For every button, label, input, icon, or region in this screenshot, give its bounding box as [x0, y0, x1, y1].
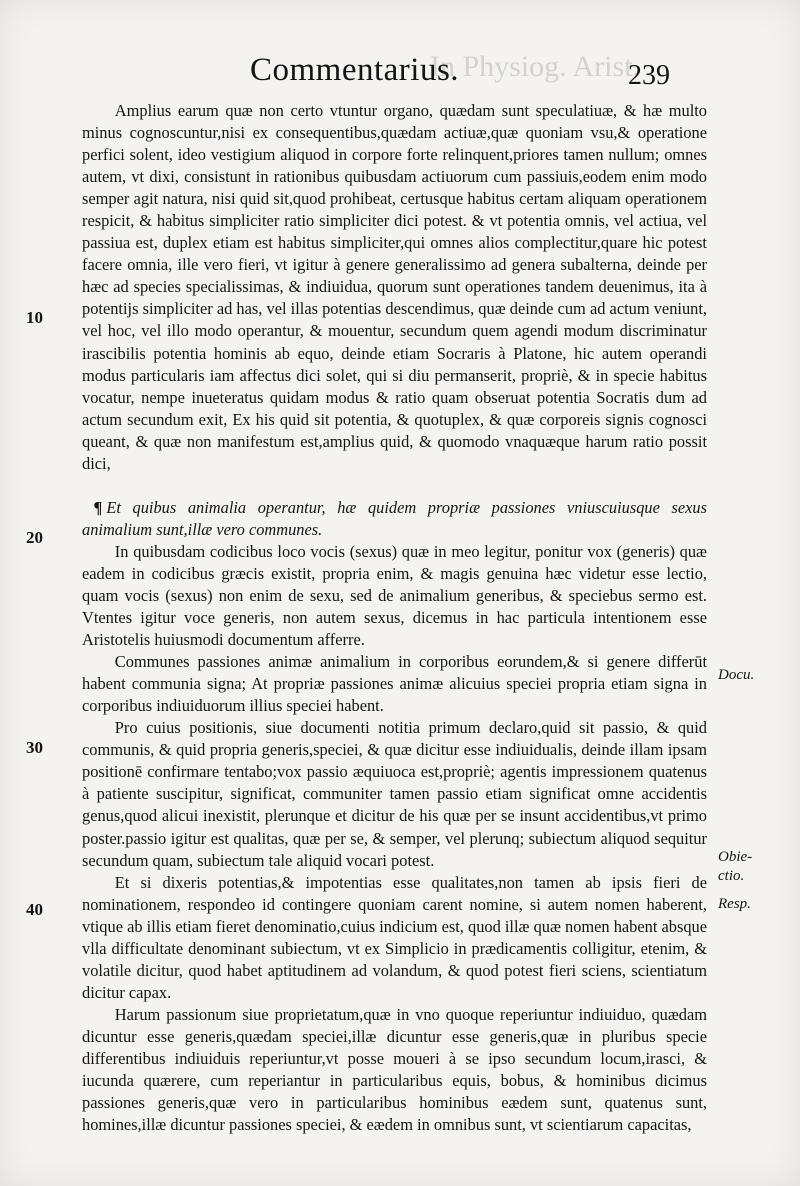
line-number-20: 20 — [26, 528, 43, 547]
page-number: 239 — [628, 60, 670, 91]
paragraph-et-si: Et si dixeris potentias,& impotentias esse qualitates,non tamen ab ipsis fieri de nominationem, respondeo id contingere quoniam carent nomine, si autem nomen haberent, vtique ab illis etiam fieret denominatio,cuius indicium est, quod illæ quæ nomen habent absque vlla difficultate denominant subiectum, vt ex Simplicio in prædicamentis colligitur, etenim, & volatile dicitur, quod habet aptitudinem ad volandum, & quod potest fieri sciens, scientiatum dicitur capax. — [82, 872, 708, 1002]
paragraph-communes: Communes passiones animæ animalium in corporibus eorundem,& si genere differūt habent communia signa; At propriæ passiones animæ alicuius speciei propria etiam signa in corporibus indiuiduorum illius speciei habent. — [82, 652, 707, 716]
bleed-through-text: In Physiog. Arist. — [430, 50, 641, 83]
paragraph-codicibus: In quibusdam codicibus loco vocis (sexus) quæ in meo legitur, ponitur vox (generis) quæ eadem in codicibus græcis existit, propria enim, & magis genuina hæc videtur esse lectio, quam vocis (sexus) non enim de sexu, sed de animalium generibus, & speciebus sermo est. Vtentes igitur voce generis, non autem sexus, dicemus in hac particula intentionem esse Aristotelis huiusmodi documentum afferre. — [82, 541, 707, 650]
line-number-40: 40 — [26, 900, 43, 919]
paragraph-mark-icon: ¶ — [93, 497, 103, 517]
margin-note-obiectio: Obie- ctio. — [718, 849, 753, 884]
line-number-10: 10 — [26, 308, 43, 327]
line-number-30: 30 — [26, 738, 43, 757]
commentary-text — [82, 100, 707, 1136]
running-title: Commentarius. — [250, 52, 460, 88]
paragraph-harum: Harum passionum siue proprietatum,quæ in vno quoque reperiuntur indiuiduo, quædam dicuntur esse generis,quædam speciei,illæ dicuntur esse generis,quæ in pluribus specie differentibus indiuiduis reperiuntur,vt posse moueri à se ipso secundum locum,irasci, & iucunda quærere, cum reperiantur in particularibus equis, bobus, & hominibus dicimus passiones generis,quæ vero in particularibus hominibus eædem sunt, quatenus sunt, homines,illæ dicuntur passiones speciei, & eædem in omnibus sunt, vt scientiarum capacitas, — [82, 1004, 707, 1135]
margin-note-responsio: Resp. — [718, 896, 751, 912]
paragraph-pro-cuius: Pro cuius positionis, siue documenti notitia primum declaro,quid sit passio, & quid communis, & quid propria generis,speciei, & quæ dicitur esse indiuidualis, deinde illam ipsam positionē confirmare tentabo;vox passio æquiuoca est,propriè; agentis impressionem quatenus à patiente suscipitur, significat, communiter tamen passio etiam significat omne accidentis genus,quod alicui inexistit, plerunque et dicitur de his quæ per se insunt accidentibus,vt primo poster.passio igitur est qualitas, quæ per se, & semper, vel plerunq; subiectum aliquod sequitur secundum quam, subiectum tale aliquid vocari potest. — [82, 718, 707, 870]
lemma-paragraph — [82, 497, 707, 541]
lemma-text: Et quibus animalia operantur, hæ quidem propriæ passiones vniuscuiusque sexus animalium sunt,illæ vero communes. — [82, 497, 707, 539]
paragraph-amplius: Amplius earum quæ non certo vtuntur organo, quædam sunt speculatiuæ, & hæ multo minus cognoscuntur,nisi ex consequentibus,quædam actiuæ,quæ quoniam vsu,& operatione perfici solent, ideo vestigium aliquod in corpore forte relinquent,priores tamen nullum; omnes autem, vt dixi, consistunt in rationibus quibusdam actiuorum cum passiuis,eodem enim modo semper agit natura, nisi quid sit,quod prohibeat, certusque habitus certam aliquam operationem respicit, & habitus simpliciter ratio simpliciter dici potest. & vt potentia omnis, vel actiua, vel passiua est, duplex etiam est habitus simpliciter,qui omnes alios complectitur,quare hic potest facere omnia, ille vero fieri, vt igitur à genere generalissimo ad genera subalterna, deinde per hæc ad species specialissimas, & indiuidua, quorum sunt operationes tandem deuenimus, ita à potentijs simpliciter ad has, vel illas potentias descendimus, quæ deinde cum ad actum veniunt, vel hoc, vel illo modo operantur, & mouentur, secundum quem agendi modum discriminatur irascibilis potentia hominis ab equo, deinde etiam Socraris à Platone, hic autem operandi modus particularis iam affectus dici solet, qui si diu permanserit, propriè, & in specie habitus vocatur, nempe inueteratus quidam modus & ratio quam obseruat potentia Socratis dum ad actum secundum exit, Ex his quid sit potentia, & quotuplex, & quæ corporeis signis cognosci queant, & quæ non manifestum est,amplius quid, & quomodo vnaquæque harum ratio possit dici, — [82, 101, 707, 473]
margin-note-documentum: Docu. — [718, 667, 755, 683]
paragraph-gap — [82, 475, 707, 497]
